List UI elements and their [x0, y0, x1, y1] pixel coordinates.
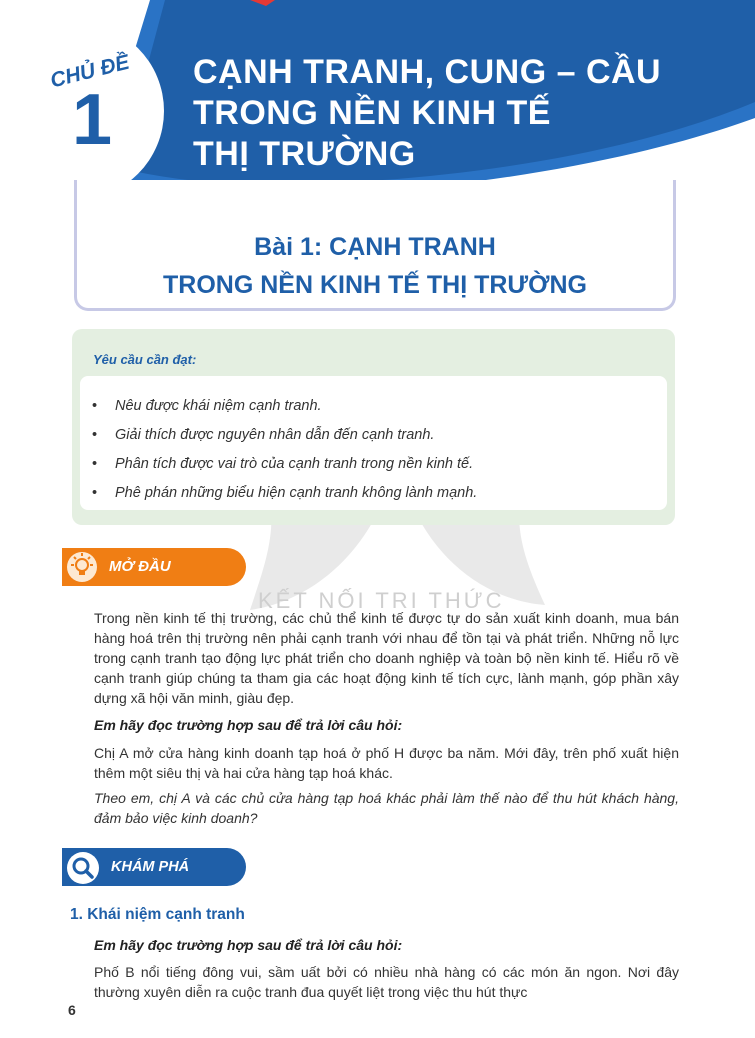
case-prompt: Em hãy đọc trường hợp sau để trả lời câu hỏi:: [94, 717, 403, 733]
mo-dau-label: MỞ ĐẦU: [109, 558, 171, 575]
chapter-title-line: THỊ TRƯỜNG: [193, 135, 416, 173]
lesson-title-line: Bài 1: CẠNH TRANH: [254, 233, 496, 261]
lightbulb-icon: [66, 551, 98, 583]
kham-pha-label: KHÁM PHÁ: [111, 859, 190, 875]
chapter-title-line: CẠNH TRANH, CUNG – CẦU: [193, 53, 662, 91]
section-text: Phố B nổi tiếng đông vui, sầm uất bởi có nhiều nhà hàng có các món ăn ngon. Nơi đây thường xuyên diễn ra cuộc tranh đua quyết liệt trong việc thu hút thực: [94, 964, 679, 1000]
topic-label: CHỦ ĐỀ: [48, 50, 132, 93]
requirement-item: • Nêu được khái niệm cạnh tranh.: [92, 392, 477, 421]
requirement-item: • Giải thích được nguyên nhân dẫn đến cạnh tranh.: [92, 421, 477, 450]
lesson-title-line: TRONG NỀN KINH TẾ THỊ TRƯỜNG: [163, 271, 587, 299]
section-prompt: Em hãy đọc trường hợp sau để trả lời câu hỏi:: [94, 937, 403, 953]
page-number: 6: [68, 1002, 76, 1018]
lesson-title: [74, 228, 676, 304]
topic-number: 1: [71, 80, 113, 160]
requirement-item: • Phân tích được vai trò của cạnh tranh trong nền kinh tế.: [92, 450, 477, 479]
case-question: Theo em, chị A và các chủ cửa hàng tạp hoá khác phải làm thế nào để thu hút khách hàng, đảm bảo việc kinh doanh?: [94, 790, 679, 826]
watermark-text: KẾT NỐI TRI THỨC: [258, 588, 505, 613]
case-text: Chị A mở cửa hàng kinh doanh tạp hoá ở phố H được ba năm. Mới đây, trên phố xuất hiện thêm một siêu thị và hai cửa hàng tạp hoá khác.: [94, 745, 679, 781]
requirements-list: [92, 392, 477, 508]
requirement-item: • Phê phán những biểu hiện cạnh tranh không lành mạnh.: [92, 479, 477, 508]
section-heading: 1. Khái niệm cạnh tranh: [70, 906, 245, 923]
requirements-title: Yêu cầu cần đạt:: [93, 352, 197, 367]
search-icon: [66, 851, 100, 885]
intro-paragraph: Trong nền kinh tế thị trường, các chủ thể kinh tế được tự do sản xuất kinh doanh, mua bán hàng hoá trên thị trường nên phải cạnh tranh với nhau để tồn tại và phát triển. Những nỗ lực trong cạnh tranh tạo động lực phát triển cho doanh nghiệp và toàn bộ nền kinh tế. Hiểu rõ về cạnh tranh giúp chúng ta tham gia các hoạt động kinh tế tích cực, lành mạnh, góp phần xây dựng xã hội văn minh, giàu đẹp.: [94, 610, 679, 706]
chapter-title: [193, 52, 661, 175]
chapter-title-line: TRONG NỀN KINH TẾ: [193, 94, 551, 132]
